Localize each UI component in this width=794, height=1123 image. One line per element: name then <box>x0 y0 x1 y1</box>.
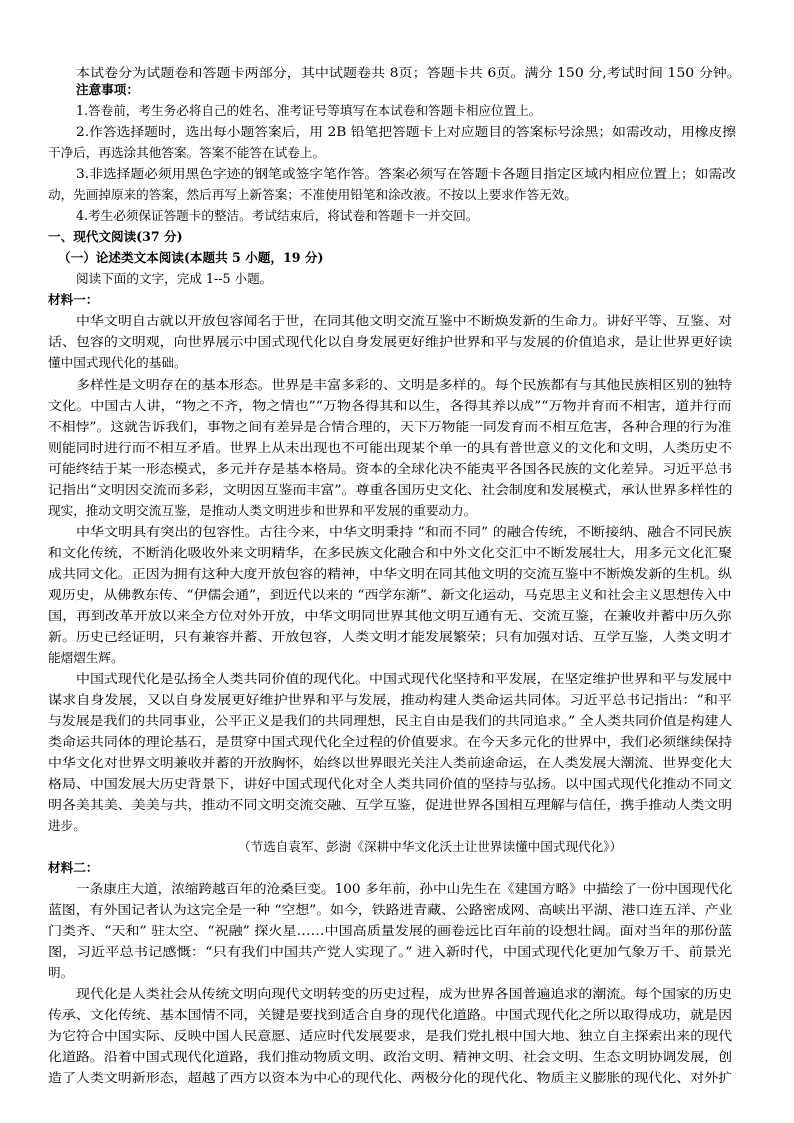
text-line: 多样性是文明存在的基本形态。世界是丰富多彩的、文明是多样的。每个民族都有与其他民族相区别的独特 <box>76 377 732 392</box>
text-line: 1.答卷前，考生务必将自己的姓名、准考证号等填写在本试卷和答题卡相应位置上。 <box>76 103 542 118</box>
text-line: 蓝图，有外国记者认为这完全是一种 “空想”。如今，铁路进青藏、公路密成网、高峡出平湖、港口连五洋、产业 <box>48 902 733 917</box>
text-line: 为它符合中国实际、反映中国人民意愿、适应时代发展要求，是我们党扎根中国大地、独立自主探索出来的现代 <box>48 1028 733 1043</box>
text-line: 可能终结于某一形态模式，多元并存是基本格局。资本的全球化决不能夷平各国各民族的文化差异。习近平总书 <box>48 461 733 476</box>
text-line: 格局、中国发展大历史背景下，讲好中国式现代化对全人类共同价值的坚持与弘扬。以中国式现代化推动不同文 <box>48 776 733 791</box>
text-line: 本试卷分为试题卷和答题卡两部分，其中试题卷共 8页；答题卡共 6页。满分 150 分,考试时间 150 分钟。 <box>76 65 741 80</box>
text-line: 化道路。沿着中国式现代化道路，我们推动物质文明、政治文明、精神文明、社会文明、生态文明协调发展，创 <box>48 1049 733 1064</box>
text-line: 不相悖”。这就告诉我们，事物之间有差异是合情合理的，天下万物能一同发育而不相互危害，各种合理的行为准 <box>48 419 732 434</box>
text-line: 懂中国式现代化的基础。 <box>48 355 187 370</box>
text-line: 中华文明自古就以开放包容闻名于世，在同其他文明交流互鉴中不断焕发新的生命力。讲好平等、互鉴、对 <box>76 313 732 328</box>
text-line: 4.考生必须保证答题卡的整洁。考试结束后，将试卷和答题卡一并交回。 <box>76 208 479 223</box>
text-line: 2.作答选择题时，选出每小题答案后，用 2B 铅笔把答题卡上对应题目的答案标号涂黑；如需改动，用橡皮擦 <box>76 124 737 139</box>
text-line: 传承、文化传统、基本国情不同，关键是要找到适合自身的现代化道路。中国式现代化之所以取得成功，就是因 <box>48 1007 733 1022</box>
text-line: 阅读下面的文字，完成 1--5 小题。 <box>76 271 273 286</box>
text-line: 记指出“文明因交流而多彩，文明因互鉴而丰富”。尊重各国历史文化、社会制度和发展模式，承认世界多样性的 <box>48 482 733 497</box>
section-heading: 一、现代文阅读(37 分) <box>48 229 183 244</box>
text-line: 动，先画掉原来的答案，然后再写上新答案；不准使用铅笔和涂改液。不按以上要求作答无效。 <box>48 187 577 202</box>
text-line: （节选自袁军、彭澍《深耕中华文化沃土让世界读懂中国式现代化》） <box>238 839 623 854</box>
text-line: 一条康庄大道，浓缩跨越百年的沧桑巨变。100 多年前，孙中山先生在《建国方略》中描绘了一份中国现代化 <box>76 881 733 896</box>
text-line: 能熠熠生辉。 <box>48 650 124 665</box>
text-line: 现实，推动文明交流互鉴，是推动人类文明进步和世界和平发展的重要动力。 <box>48 503 477 518</box>
text-line: 现代化是人类社会从传统文明向现代文明转变的历史过程，成为世界各国普遍追求的潮流。每个国家的历史 <box>76 986 732 1001</box>
text-line: 图，习近平总书记感慨：“只有我们中国共产党人实现了。” 进入新时代，中国式现代化更加气象万千、前景光 <box>48 944 732 959</box>
text-line: 明各美其美、美美与共，推动不同文明交流交融、互学互鉴，促进世界各国相互理解与信任，携手推动人类文明 <box>48 797 733 812</box>
text-line: 国，再到改革开放以来全方位对外开放，中华文明同世界其他文明互通有无、交流互鉴，在兼收并蓄中历久弥 <box>48 608 732 623</box>
section-heading: 材料二： <box>48 860 99 875</box>
text-line: 文化。中国古人讲，“物之不齐，物之情也”“万物各得其和以生，各得其养以成”“万物并育而不相害，道并行而 <box>48 398 732 413</box>
text-line: 明。 <box>48 965 74 980</box>
text-line: 门类齐、“天和” 驻太空、“祝融” 探火星……中国高质量发展的画卷远比百年前的设想壮阔。面对当年的那份蓝 <box>48 923 733 938</box>
text-line: 与发展是我们的共同事业，公平正义是我们的共同理想，民主自由是我们的共同追求。” 全人类共同价值是构建人 <box>48 713 733 728</box>
text-line: 类命运共同体的理论基石，是贯穿中国式现代化全过程的价值要求。在今天多元化的世界中，我们必须继续保持 <box>48 734 733 749</box>
text-line: 中华文明具有突出的包容性。古往今来，中华文明秉持 “和而不同” 的融合传统，不断接纳、融合不同民族 <box>76 524 732 539</box>
text-line: 观历史，从佛教东传、“伊儒会通”，到近代以来的 “西学东渐”、新文化运动，马克思主义和社会主义思想传入中 <box>48 587 732 602</box>
text-line: 中华文化对世界文明兼收并蓄的开放胸怀，始终以世界眼光关注人类前途命运，在人类发展大潮流、世界变化大 <box>48 755 733 770</box>
section-heading: （一）论述类文本阅读(本题共 5 小题，19 分) <box>58 250 324 265</box>
text-line: 干净后，再选涂其他答案。答案不能答在试卷上。 <box>48 145 326 160</box>
text-line: 则能同时进行而不相互矛盾。世界上从未出现也不可能出现某个单一的具有普世意义的文化和文明，人类历史不 <box>48 440 733 455</box>
text-line: 进步。 <box>48 818 86 833</box>
text-line: 成共同文化。正因为拥有这种大度开放包容的精神，中华文明在同其他文明的交流互鉴中不断焕发新的生机。纵 <box>48 566 733 581</box>
text-line: 谋求自身发展，又以自身发展更好维护世界和平与发展，推动构建人类命运共同体。习近平总书记指出：“和平 <box>48 692 732 707</box>
section-heading: 注意事项： <box>76 82 139 97</box>
text-line: 造了人类文明新形态，超越了西方以资本为中心的现代化、两极分化的现代化、物质主义膨胀的现代化、对外扩 <box>48 1070 733 1085</box>
text-line: 话、包容的文明观，向世界展示中国式现代化以自身发展更好维护世界和平与发展的价值追求，是让世界更好读 <box>48 334 733 349</box>
text-line: 3.非选择题必须用黑色字迹的钢笔或签字笔作答。答案必须写在答题卡各题目指定区域内相应位置上；如需改 <box>76 166 736 181</box>
text-line: 和文化传统，不断消化吸收外来文明精华，在多民族文化融合和中外文化交汇中不断发展壮大，用多元文化汇聚 <box>48 545 733 560</box>
text-line: 中国式现代化是弘扬全人类共同价值的现代化。中国式现代化坚持和平发展，在坚定维护世界和平与发展中 <box>76 671 732 686</box>
text-line: 新。历史已经证明，只有兼容并蓄、开放包容，人类文明才能发展繁荣；只有加强对话、互学互鉴，人类文明才 <box>48 629 733 644</box>
section-heading: 材料一： <box>48 292 99 307</box>
